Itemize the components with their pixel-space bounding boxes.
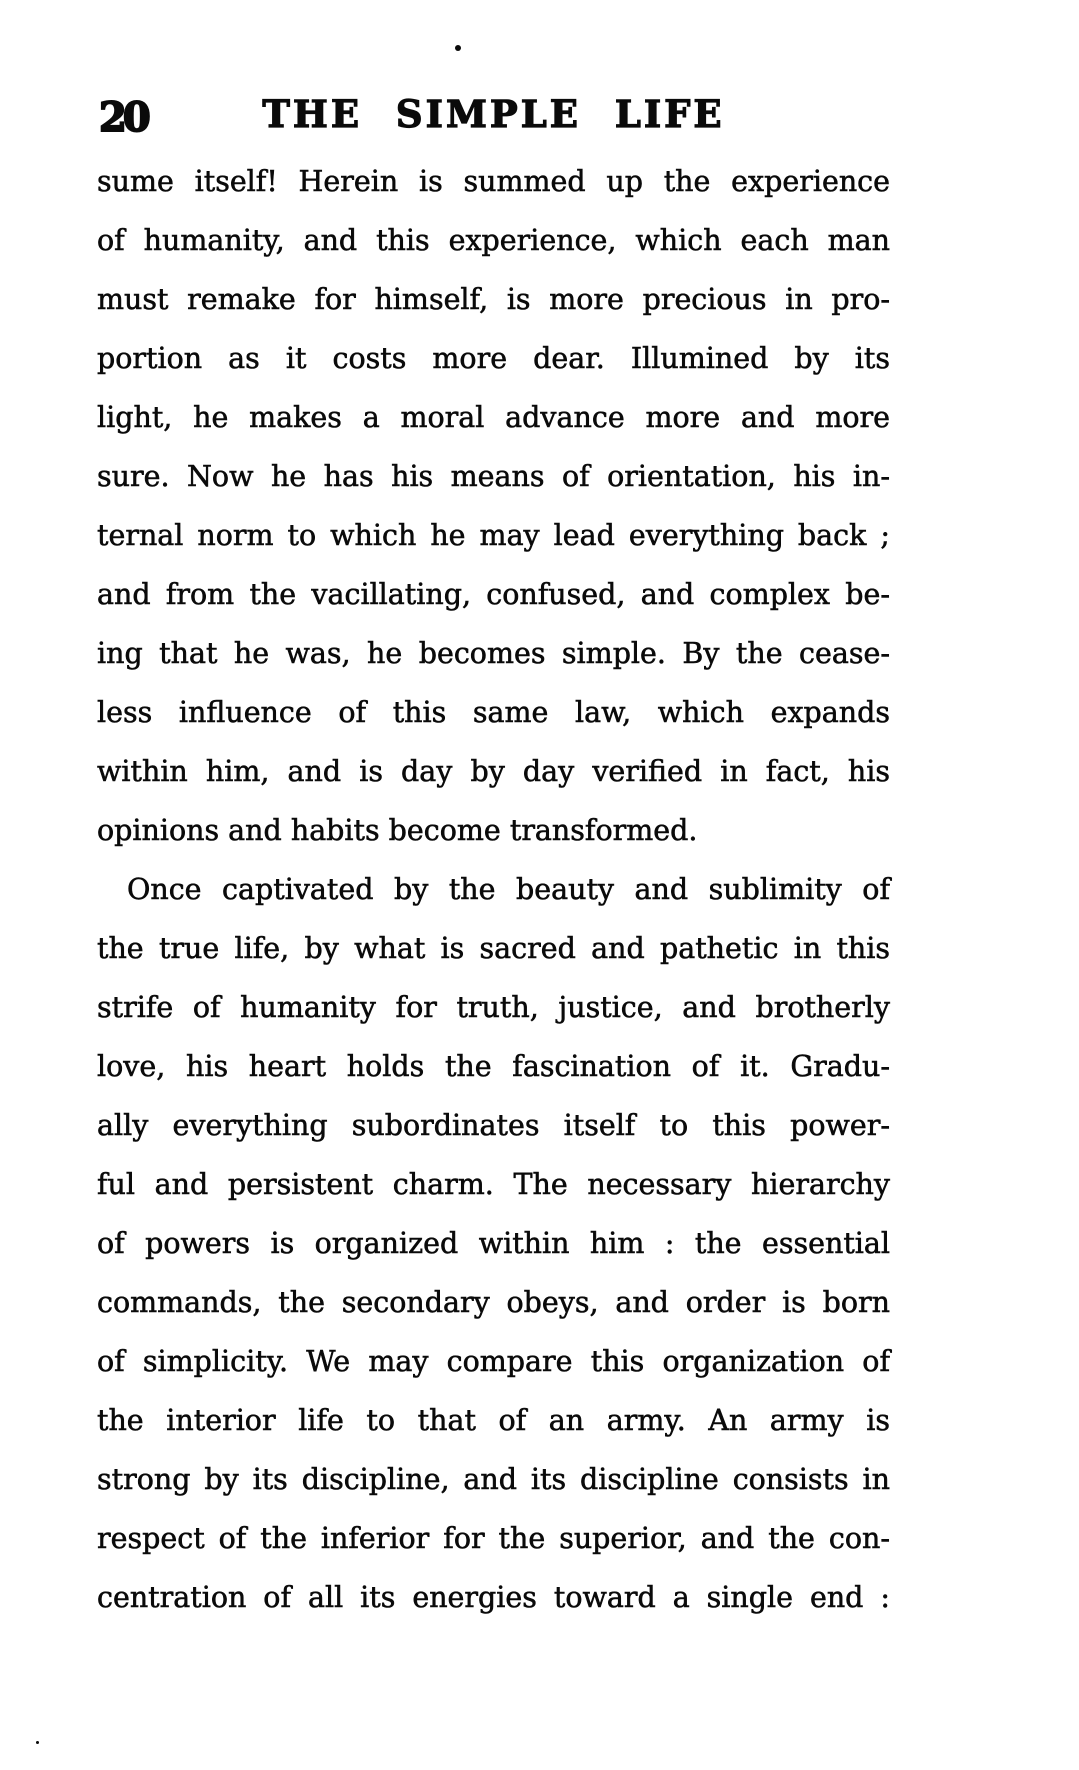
ink-speck — [36, 1741, 39, 1744]
page-number: 20 — [99, 94, 147, 141]
text-line: of simplicity. We may compare this organization of — [97, 1345, 890, 1378]
running-title: THE SIMPLE LIFE — [262, 92, 725, 136]
text-line: portion as it costs more dear. Illumined by its — [97, 342, 890, 375]
page-header — [97, 92, 890, 142]
text-line: strife of humanity for truth, justice, and brotherly — [97, 991, 890, 1024]
text-line: ing that he was, he becomes simple. By the cease- — [97, 637, 890, 670]
text-line: and from the vacillating, confused, and complex be- — [97, 578, 890, 611]
text-line: ally everything subordinates itself to this power- — [97, 1109, 890, 1142]
text-line: must remake for himself, is more precious in pro- — [97, 283, 890, 316]
text-line: opinions and habits become transformed. — [97, 814, 698, 847]
text-line: of humanity, and this experience, which each man — [97, 224, 890, 257]
ink-speck — [455, 45, 461, 51]
text-line: sume itself! Herein is summed up the experience — [97, 165, 890, 198]
page-body — [97, 152, 890, 1627]
text-line: less influence of this same law, which expands — [97, 696, 890, 729]
text-line: sure. Now he has his means of orientation, his in- — [97, 460, 890, 493]
text-line: the interior life to that of an army. An army is — [97, 1404, 890, 1437]
text-line: strong by its discipline, and its discipline consists in — [97, 1463, 890, 1496]
text-line: ternal norm to which he may lead everything back ; — [97, 519, 890, 552]
text-line: love, his heart holds the fascination of it. Gradu- — [97, 1050, 890, 1083]
text-line: within him, and is day by day verified in fact, his — [97, 755, 890, 788]
text-line: light, he makes a moral advance more and more — [97, 401, 890, 434]
text-line: respect of the inferior for the superior, and the con- — [97, 1522, 890, 1555]
text-line: ful and persistent charm. The necessary hierarchy — [97, 1168, 890, 1201]
text-line: the true life, by what is sacred and pathetic in this — [97, 932, 890, 965]
text-line: Once captivated by the beauty and sublimity of — [127, 873, 890, 906]
text-line: of powers is organized within him : the essential — [97, 1227, 890, 1260]
text-line: centration of all its energies toward a single end : — [97, 1581, 890, 1614]
text-line: commands, the secondary obeys, and order is born — [97, 1286, 890, 1319]
